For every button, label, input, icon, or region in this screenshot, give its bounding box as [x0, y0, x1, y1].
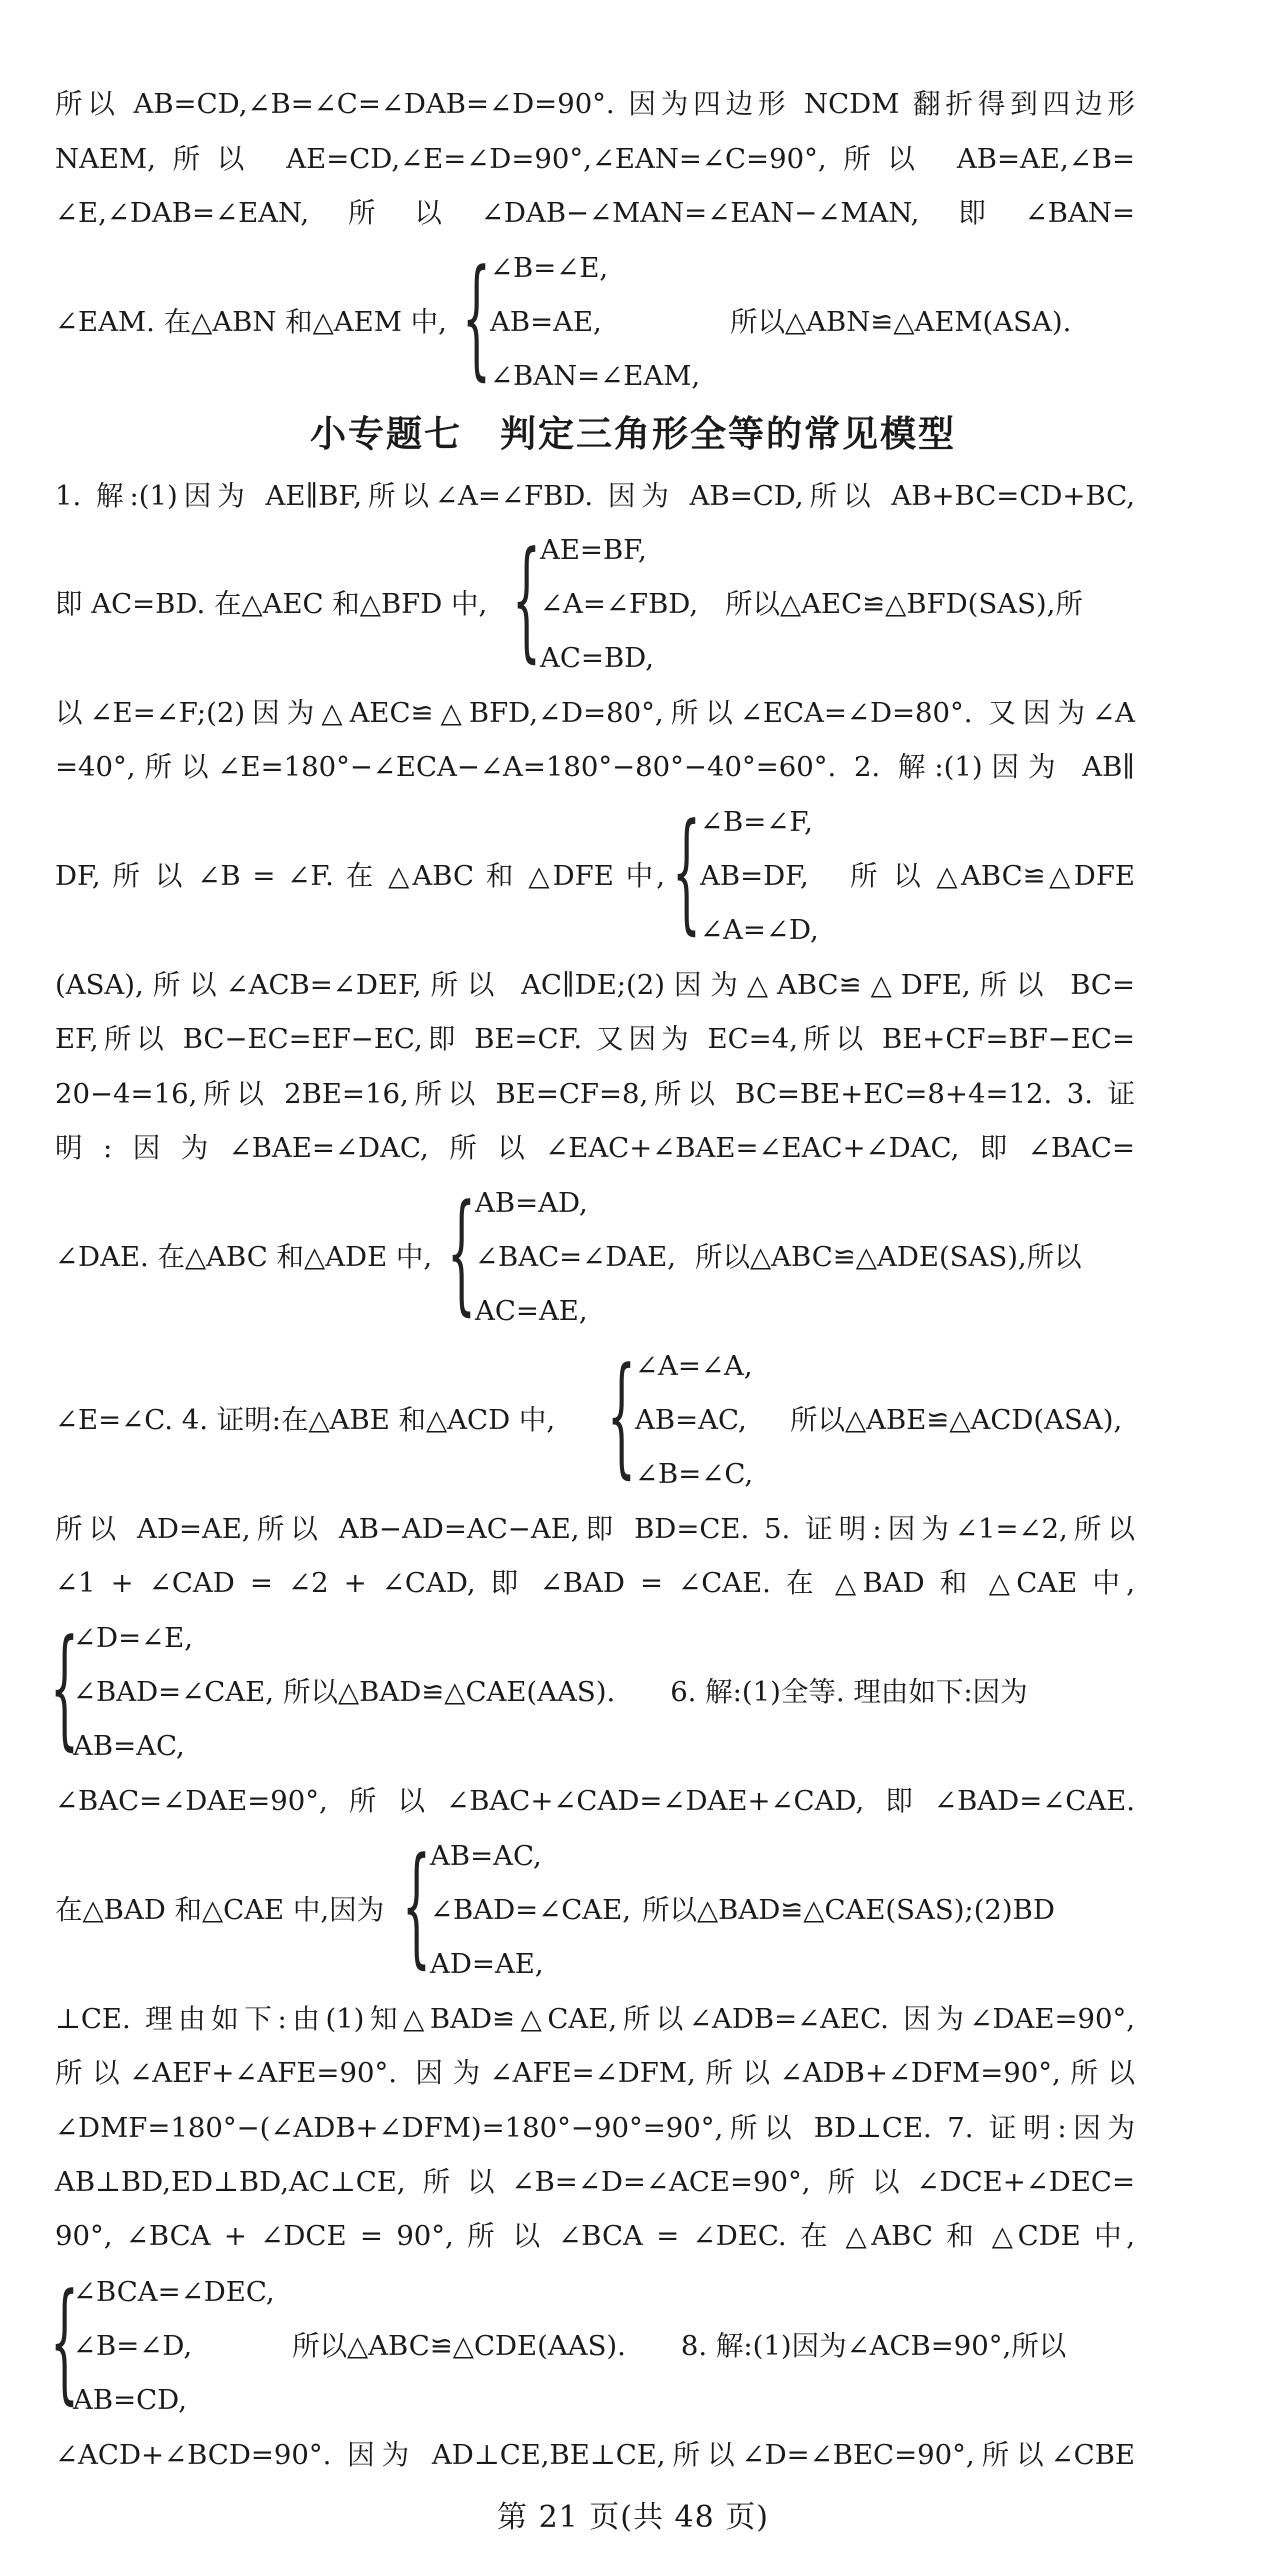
system-lead: ∠E=∠C. 4. 证明:在△ABE 和△ACD 中, — [55, 1404, 556, 1436]
left-brace: { — [447, 1176, 476, 1328]
system-lead: ∠DAE. 在△ABC 和△ADE 中, — [55, 1241, 433, 1273]
text-line: 所以∠AEF+∠AFE=90°. 因为∠AFE=∠DFM,所以∠ADB+∠DFM=90°,所以 — [55, 2057, 1135, 2089]
system-row: ∠A=∠D, — [700, 914, 819, 946]
system-row: AB=AC, — [635, 1404, 747, 1436]
system-row: ∠B=∠F, — [700, 806, 813, 838]
text-line: NAEM,所以 AE=CD,∠E=∠D=90°,∠EAN=∠C=90°,所以 AB=AE,∠B= — [55, 143, 1135, 175]
left-brace: { — [402, 1829, 431, 1981]
left-brace: { — [607, 1339, 636, 1491]
text-line: 1. 解:(1)因为 AE∥BF,所以∠A=∠FBD. 因为 AB=CD,所以 AB+BC=CD+BC, — [55, 480, 1135, 512]
system-row: ∠BAN=∠EAM, — [490, 360, 701, 392]
system-row: ∠B=∠D, — [73, 2330, 193, 2362]
system-row: AD=AE, — [430, 1948, 544, 1980]
system-row: ∠A=∠A, — [635, 1350, 753, 1382]
system-conclusion: 所以△ABC≌△CDE(AAS). 8. 解:(1)因为∠ACB=90°,所以 — [292, 2330, 1067, 2362]
system-row: AC=BD, — [540, 642, 654, 674]
text-line: 以∠E=∠F;(2)因为△AEC≌△BFD,∠D=80°,所以∠ECA=∠D=80°. 又因为∠A — [55, 697, 1135, 729]
text-line: ∠1 + ∠CAD = ∠2 + ∠CAD, 即 ∠BAD = ∠CAE. 在 △BAD 和 △CAE 中, — [55, 1567, 1135, 1599]
system-row: AB=DF, — [700, 860, 809, 892]
system-conclusion: 所以△ABE≌△ACD(ASA), — [790, 1404, 1123, 1436]
left-brace: { — [50, 1611, 79, 1763]
text-line: ∠BAC=∠DAE=90°,所以∠BAC+∠CAD=∠DAE+∠CAD,即∠BAD=∠CAE. — [55, 1785, 1135, 1817]
left-brace: { — [512, 523, 541, 675]
system-row: AE=BF, — [540, 534, 647, 566]
system-conclusion: 所以△BAD≌△CAE(AAS). 6. 解:(1)全等. 理由如下:因为 — [283, 1676, 1028, 1708]
left-brace: { — [462, 241, 491, 393]
text-line: 90°, ∠BCA + ∠DCE = 90°, 所 以 ∠BCA = ∠DEC. 在 △ABC 和 △CDE 中, — [55, 2220, 1135, 2252]
text-line: 所以 AD=AE,所以 AB−AD=AC−AE,即 BD=CE. 5. 证明:因为∠1=∠2,所以 — [55, 1513, 1135, 1545]
text-line: ∠E,∠DAB=∠EAN,所以∠DAB−∠MAN=∠EAN−∠MAN,即∠BAN= — [55, 197, 1135, 229]
text-line: (ASA),所以∠ACB=∠DEF,所以 AC∥DE;(2)因为△ABC≌△DFE,所以 BC= — [55, 969, 1135, 1001]
system-conclusion: 所 以 △ABC≌△DFE — [850, 860, 1135, 892]
system-row: ∠BAC=∠DAE, — [475, 1241, 676, 1273]
text-line: AB⊥BD,ED⊥BD,AC⊥CE,所以∠B=∠D=∠ACE=90°,所以∠DCE+∠DEC= — [55, 2166, 1135, 2198]
system-row: ∠BAD=∠CAE, — [73, 1676, 274, 1708]
system-row: AB=AC, — [430, 1840, 542, 1872]
system-row: ∠D=∠E, — [73, 1622, 193, 1654]
left-brace: { — [50, 2265, 79, 2417]
system-row: AB=CD, — [73, 2384, 187, 2416]
system-lead: 即 AC=BD. 在△AEC 和△BFD 中, — [55, 588, 488, 620]
text-line: 所以 AB=CD,∠B=∠C=∠DAB=∠D=90°. 因为四边形 NCDM 翻折得到四边形 — [55, 88, 1135, 120]
text-line: 20−4=16,所以 2BE=16,所以 BE=CF=8,所以 BC=BE+EC=8+4=12. 3. 证 — [55, 1078, 1135, 1110]
system-lead: DF, 所 以 ∠B = ∠F. 在 △ABC 和 △DFE 中, — [55, 860, 665, 892]
left-brace: { — [672, 795, 701, 947]
system-row: ∠B=∠E, — [490, 252, 609, 284]
system-row: AC=AE, — [475, 1295, 588, 1327]
section-heading: 小专题七 判定三角形全等的常见模型 — [309, 414, 956, 455]
system-conclusion: 所以△ABC≌△ADE(SAS),所以 — [695, 1241, 1082, 1273]
text-line: ∠ACD+∠BCD=90°. 因为 AD⊥CE,BE⊥CE,所以∠D=∠BEC=90°,所以∠CBE — [55, 2439, 1135, 2471]
system-row: AB=AD, — [475, 1187, 588, 1219]
system-row: ∠B=∠C, — [635, 1458, 754, 1490]
system-conclusion: 所以△AEC≌△BFD(SAS),所 — [725, 588, 1083, 620]
text-line: ∠DMF=180°−(∠ADB+∠DFM)=180°−90°=90°,所以 BD⊥CE. 7. 证明:因为 — [55, 2112, 1135, 2144]
system-conclusion: 所以△BAD≌△CAE(SAS);(2)BD — [642, 1894, 1055, 1926]
page-number: 第 21 页(共 48 页) — [497, 2500, 769, 2535]
text-line: =40°,所以∠E=180°−∠ECA−∠A=180°−80°−40°=60°. 2. 解:(1)因为 AB∥ — [55, 751, 1135, 783]
system-lead: 在△BAD 和△CAE 中,因为 — [55, 1894, 385, 1926]
text-line: ⊥CE. 理由如下:由(1)知△BAD≌△CAE,所以∠ADB=∠AEC. 因为∠DAE=90°, — [55, 2003, 1135, 2035]
text-line: EF,所以 BC−EC=EF−EC,即 BE=CF. 又因为 EC=4,所以 BE+CF=BF−EC= — [55, 1023, 1135, 1055]
system-lead: ∠EAM. 在△ABN 和△AEM 中, — [55, 306, 447, 338]
system-row: ∠A=∠FBD, — [540, 588, 699, 620]
system-row: AB=AE, — [490, 306, 602, 338]
system-conclusion: 所以△ABN≌△AEM(ASA). — [730, 306, 1072, 338]
system-row: AB=AC, — [73, 1730, 185, 1762]
system-row: ∠BCA=∠DEC, — [73, 2276, 275, 2308]
system-row: ∠BAD=∠CAE, — [430, 1894, 631, 1926]
text-line: 明:因为∠BAE=∠DAC,所以∠EAC+∠BAE=∠EAC+∠DAC,即∠BAC= — [55, 1132, 1135, 1164]
